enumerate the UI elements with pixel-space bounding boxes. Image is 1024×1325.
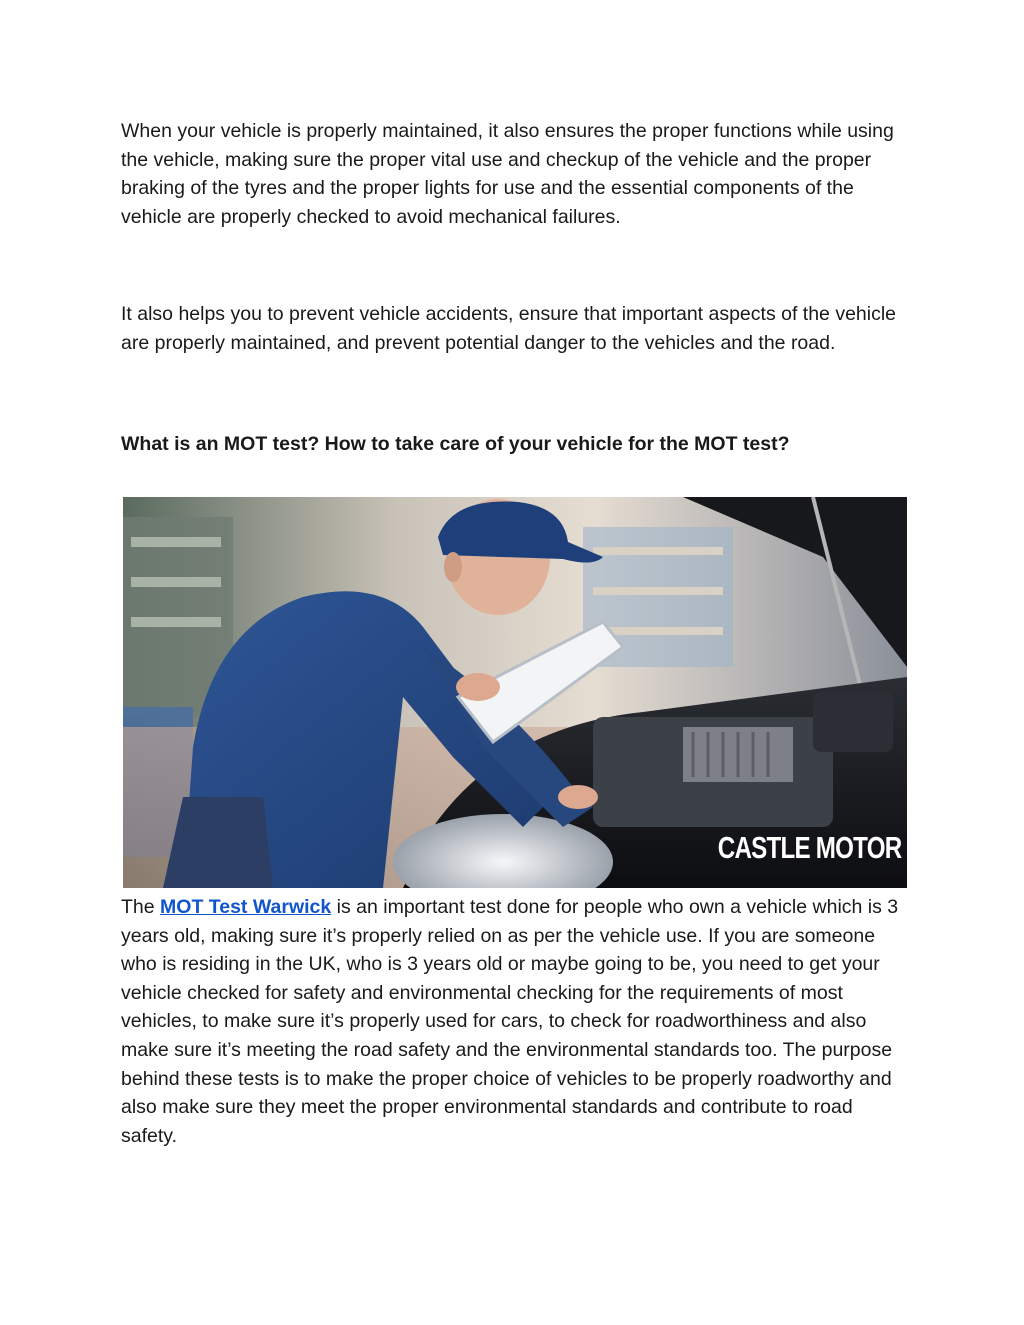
castle-motor-watermark: CASTLE MOTOR <box>717 830 901 865</box>
paragraph-body: is an important test done for people who own a vehicle which is 3 years old, making sure it’s properly relied on as per the vehicle use. If you are someone who is residing in the UK, who is 3 years old or maybe going to be, you need to get your vehicle checked for safety and environmental checking for the requirements of most vehicles, to make sure it’s properly used for cars, to check for roadworthiness and also make sure it’s meeting the road safety and the environmental standards too. The purpose behind these tests is to make the proper choice of vehicles to be properly roadworthy and also make sure they meet the proper environmental standards and contribute to road safety. <box>121 896 899 1147</box>
section-heading: What is an MOT test? How to take care of your vehicle for the MOT test? <box>121 433 790 455</box>
mechanic-photo <box>123 497 907 888</box>
mot-test-warwick-link[interactable]: MOT Test Warwick <box>160 896 332 918</box>
paragraph-lead: The <box>121 896 161 918</box>
paragraph-maintenance: When your vehicle is properly maintained, it also ensures the proper functions while using the vehicle, making sure the proper vital use and checkup of the vehicle and the proper braking of the tyres and the proper lights for use and the essential components of the vehicle are properly checked to avoid mechanical failures. <box>121 120 894 228</box>
paragraph-mot-test <box>121 893 903 1150</box>
paragraph-accidents: It also helps you to prevent vehicle accidents, ensure that important aspects of the vehicle are properly maintained, and prevent potential danger to the vehicles and the road. <box>121 303 897 354</box>
